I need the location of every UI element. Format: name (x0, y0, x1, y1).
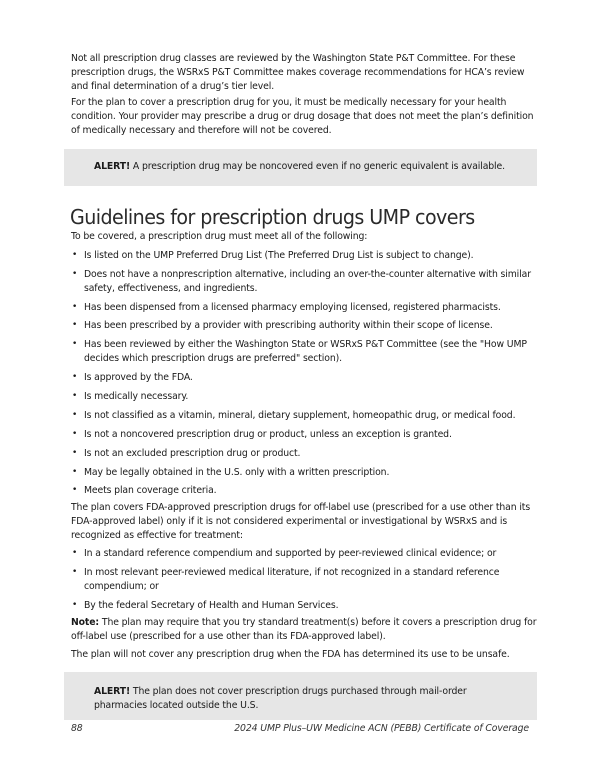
footer-document-title: 2024 UMP Plus–UW Medicine ACN (PEBB) Certificate of Coverage (234, 723, 529, 734)
intro-paragraph-1: Not all prescription drug classes are reviewed by the Washington State P&T Committee. For these prescription drugs, the WSRxS P&T Committee makes coverage recommendations for HCA’s review and final determination of a drug’s tier level. (71, 53, 525, 92)
offlabel-list (71, 547, 533, 617)
list-item: • Has been reviewed by either the Washington State or WSRxS P&T Committee (see the "How UMP decides which prescription drugs are preferred" section). (71, 338, 533, 366)
note-label: Note: (71, 617, 100, 628)
alert-box-mail-order (64, 672, 537, 720)
alert-text: The plan does not cover prescription drugs purchased through mail-order pharmacies located outside the U.S. (94, 686, 467, 711)
alert-label: ALERT! (94, 161, 131, 172)
alert-label: ALERT! (94, 686, 131, 697)
note-paragraph (71, 616, 541, 644)
list-item: • Is approved by the FDA. (71, 371, 533, 385)
list-item: • Is medically necessary. (71, 390, 533, 404)
list-item: • In a standard reference compendium and supported by peer-reviewed clinical evidence; or (71, 547, 533, 561)
list-item: • Has been dispensed from a licensed pharmacy employing licensed, registered pharmacists. (71, 301, 533, 315)
criteria-lead: To be covered, a prescription drug must meet all of the following: (71, 231, 368, 242)
unsafe-paragraph: The plan will not cover any prescription drug when the FDA has determined its use to be unsafe. (71, 649, 510, 660)
note-text: The plan may require that you try standard treatment(s) before it covers a prescription drug for off-label use (prescribed for a use other than its FDA-approved label). (71, 617, 537, 642)
list-item: • Is listed on the UMP Preferred Drug List (The Preferred Drug List is subject to change). (71, 249, 533, 263)
offlabel-paragraph: The plan covers FDA-approved prescription drugs for off-label use (prescribed for a use other than its FDA-approved label) only if it is not considered experimental or investigational by WSRxS and is recognized as effective for treatment: (71, 502, 531, 541)
list-item: • Is not a noncovered prescription drug or product, unless an exception is granted. (71, 428, 533, 442)
list-item: • Is not classified as a vitamin, mineral, dietary supplement, homeopathic drug, or medical food. (71, 409, 533, 423)
list-item: • In most relevant peer-reviewed medical literature, if not recognized in a standard reference compendium; or (71, 566, 533, 594)
list-item: • Has been prescribed by a provider with prescribing authority within their scope of license. (71, 319, 533, 333)
list-item: • Is not an excluded prescription drug or product. (71, 447, 533, 461)
list-item: • By the federal Secretary of Health and Human Services. (71, 599, 533, 613)
list-item: • Does not have a nonprescription alternative, including an over-the-counter alternative with similar safety, effectiveness, and ingredients. (71, 268, 533, 296)
criteria-list (71, 249, 533, 503)
page-number: 88 (71, 723, 83, 734)
alert-text: A prescription drug may be noncovered even if no generic equivalent is available. (130, 161, 505, 172)
alert-box-noncovered (64, 149, 537, 186)
section-heading: Guidelines for prescription drugs UMP covers (70, 205, 475, 229)
list-item: • May be legally obtained in the U.S. only with a written prescription. (71, 466, 533, 480)
intro-paragraph-2: For the plan to cover a prescription drug for you, it must be medically necessary for your health condition. Your provider may prescribe a drug or drug dosage that does not meet the plan’s definition of medically necessary and therefore will not be covered. (71, 97, 534, 136)
list-item: • Meets plan coverage criteria. (71, 484, 533, 498)
